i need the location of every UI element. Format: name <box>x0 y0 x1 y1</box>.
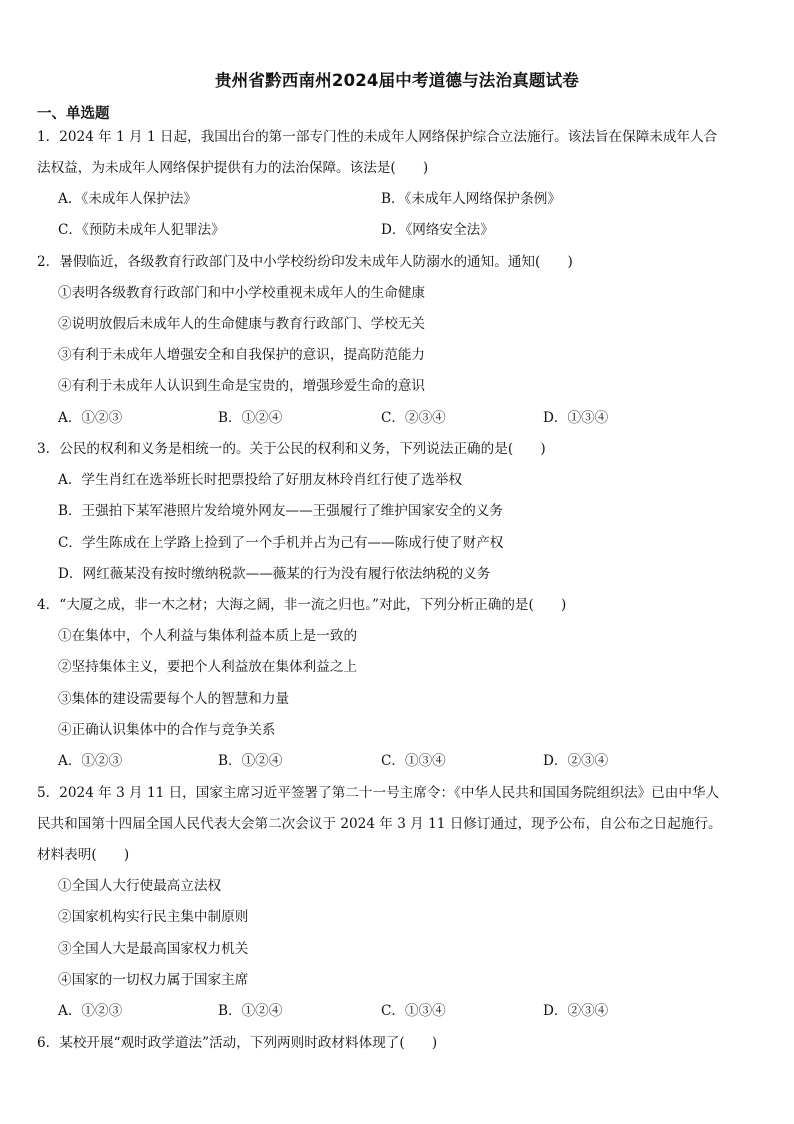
q1-option-c: C．《预防未成年人犯罪法》 <box>58 222 225 238</box>
q5-statement-1: ①全国人大行使最高立法权 <box>58 878 222 894</box>
q5-statement-3: ③全国人大是最高国家权力机关 <box>58 941 249 957</box>
q6-stem: 6．某校开展“观时政学道法”活动，下列两则时政材料体现了( ) <box>37 1035 438 1051</box>
q4-statement-3: ③集体的建设需要每个人的智慧和力量 <box>58 691 290 707</box>
q2-statement-1: ①表明各级教育行政部门和中小学校重视未成年人的生命健康 <box>58 285 426 301</box>
q1-option-a: A．《未成年人保护法》 <box>58 191 197 207</box>
q4-option-d: D．②③④ <box>543 753 609 769</box>
q5-statement-4: ④国家的一切权力属于国家主席 <box>58 972 249 988</box>
q2-statement-3: ③有利于未成年人增强安全和自我保护的意识，提高防范能力 <box>58 347 426 363</box>
q3-stem: 3．公民的权利和义务是相统一的。关于公民的权利和义务，下列说法正确的是( ) <box>37 441 546 457</box>
q2-option-a: A．①②③ <box>58 410 123 426</box>
q3-option-a: A．学生肖红在选举班长时把票投给了好朋友林玲肖红行使了选举权 <box>58 472 463 488</box>
q5-option-b: B．①②④ <box>218 1003 283 1019</box>
q5-statement-2: ②国家机构实行民主集中制原则 <box>58 909 249 925</box>
q1-stem-line2: 法权益，为未成年人网络保护提供有力的法治保障。该法是( ) <box>37 160 429 176</box>
q1-option-d: D．《网络安全法》 <box>381 222 494 238</box>
q5-option-d: D．②③④ <box>543 1003 609 1019</box>
q4-option-a: A．①②③ <box>58 753 123 769</box>
q5-stem-line3: 材料表明( ) <box>37 847 130 863</box>
q4-statement-2: ②坚持集体主义，要把个人利益放在集体利益之上 <box>58 659 358 675</box>
q2-option-c: C．②③④ <box>381 410 446 426</box>
q3-option-d: D．网红薇某没有按时缴纳税款——薇某的行为没有履行依法纳税的义务 <box>58 566 491 582</box>
q4-option-c: C．①③④ <box>381 753 446 769</box>
q2-option-d: D．①③④ <box>543 410 609 426</box>
q3-option-b: B．王强拍下某军港照片发给境外网友——王强履行了维护国家安全的义务 <box>58 503 503 519</box>
q2-statement-4: ④有利于未成年人认识到生命是宝贵的，增强珍爱生命的意识 <box>58 378 426 394</box>
q1-stem-line1: 1．2024 年 1 月 1 日起，我国出台的第一部专门性的未成年人网络保护综合立法施行。该法旨在保障未成年人合 <box>37 129 718 145</box>
q4-option-b: B．①②④ <box>218 753 283 769</box>
q5-option-c: C．①③④ <box>381 1003 446 1019</box>
q2-statement-2: ②说明放假后未成年人的生命健康与教育行政部门、学校无关 <box>58 316 426 332</box>
q5-stem-line1: 5．2024 年 3 月 11 日，国家主席习近平签署了第二十一号主席令：《中华人民共和国国务院组织法》已由中华人 <box>37 785 720 801</box>
q3-option-c: C．学生陈成在上学路上捡到了一个手机并占为己有——陈成行使了财产权 <box>58 535 504 551</box>
q4-stem: 4．“大厦之成，非一木之材；大海之阔，非一流之归也。”对此，下列分析正确的是( ) <box>37 597 567 613</box>
q4-statement-4: ④正确认识集体中的合作与竞争关系 <box>58 722 276 738</box>
q4-statement-1: ①在集体中，个人利益与集体利益本质上是一致的 <box>58 628 358 644</box>
q5-option-a: A．①②③ <box>58 1003 123 1019</box>
section-heading: 一、单选题 <box>37 106 110 122</box>
q5-stem-line2: 民共和国第十四届全国人民代表大会第二次会议于 2024 年 3 月 11 日修订通过，现予公布，自公布之日起施行。 <box>37 816 722 832</box>
q1-option-b: B．《未成年人网络保护条例》 <box>381 191 561 207</box>
document-title: 贵州省黔西南州2024届中考道德与法治真题试卷 <box>214 71 580 90</box>
q2-option-b: B．①②④ <box>218 410 283 426</box>
q2-stem: 2．暑假临近，各级教育行政部门及中小学校纷纷印发未成年人防溺水的通知。通知( ) <box>37 254 573 270</box>
